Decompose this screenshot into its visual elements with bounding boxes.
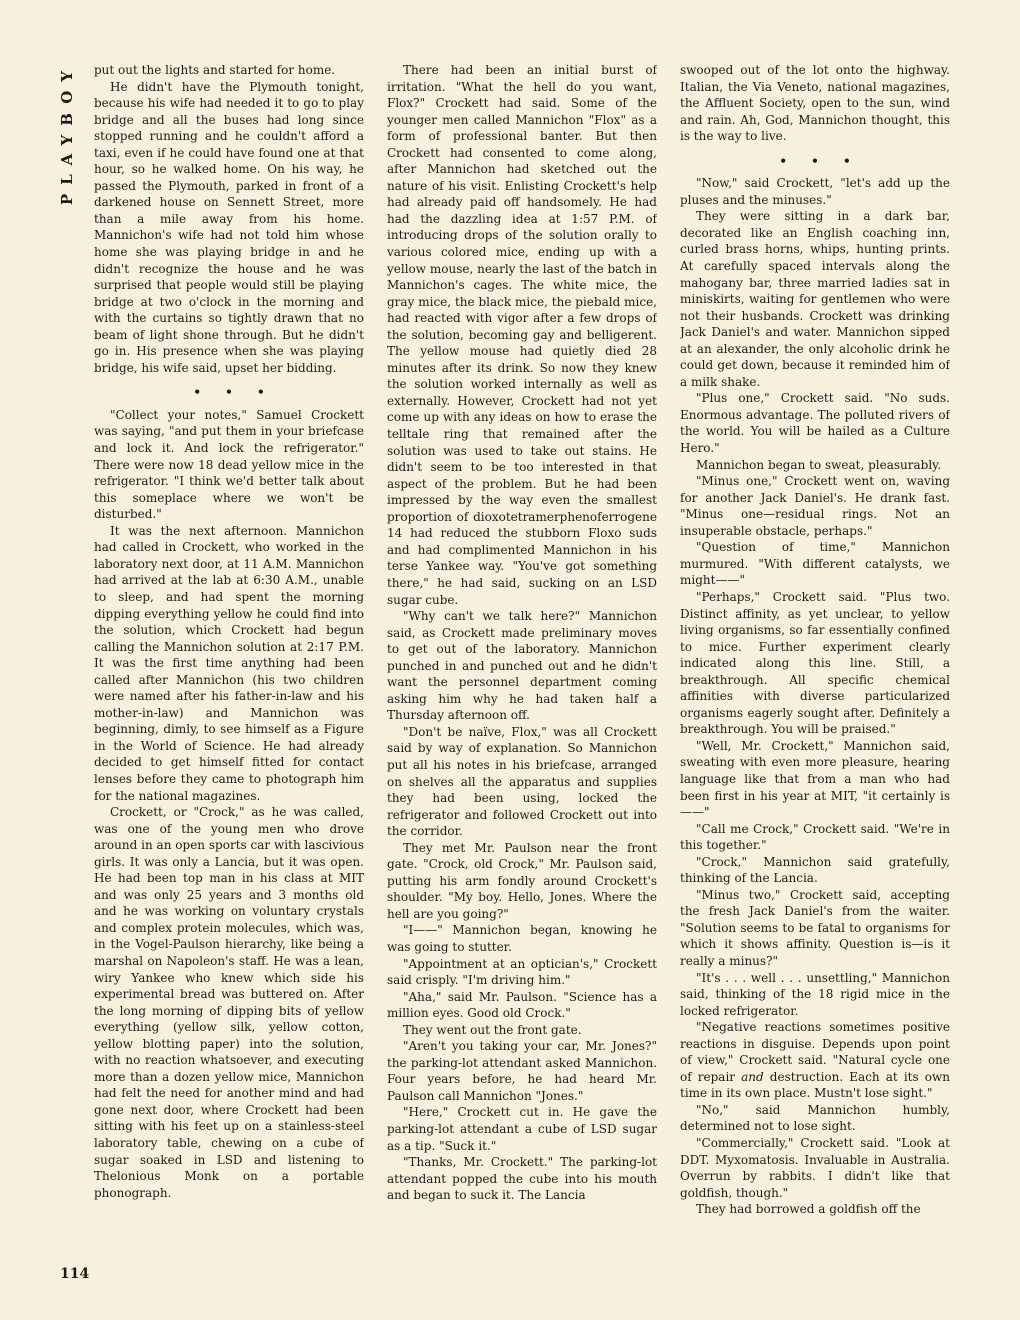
paragraph: "Appointment at an optician's," Crockett said crisply. "I'm driving him."	[387, 956, 657, 988]
paragraph: They were sitting in a dark bar, decorated like an English coaching inn, curled brass horns, whips, hunting prints. At carefully spaced intervals along the mahogany bar, three married ladies sat in miniskirts, waiting for gentlemen who were not their husbands. Crockett was drinking Jack Daniel's and water. Mannichon sipped at an alexander, the only alcoholic drink he could get down, because it reminded him of a milk shake.	[680, 209, 950, 389]
column-3	[680, 62, 950, 1298]
paragraph: "Minus one," Crockett went on, waving for another Jack Daniel's. He drank fast. "Minus one—residual rings. Not an insuperable obstacle, perhaps."	[680, 474, 950, 538]
paragraph: Mannichon began to sweat, pleasurably.	[696, 457, 942, 472]
column-1	[94, 62, 364, 1298]
paragraph: "Aren't you taking your car, Mr. Jones?" the parking-lot attendant asked Mannichon. Four years before, he had heard Mr. Paulson call Mannichon "Jones."	[387, 1039, 657, 1103]
paragraph: They had borrowed a goldfish off the	[696, 1202, 921, 1217]
paragraph: He didn't have the Plymouth tonight, because his wife had needed it to go to play bridge and all the buses had long since stopped running and he couldn't afford a taxi, even if he could have found one at that hour, so he walked home. On his way, he passed the Plymouth, parked in front of a darkened house on Sennett Street, more than a mile away from his home. Mannichon's wife had not told him whose home she was playing bridge in and he didn't recognize the house and he was surprised that people would still be playing bridge at two o'clock in the morning and with the curtains so tightly drawn that no beam of light shone through. But he didn't go in. His presence when she was playing bridge, his wife said, upset her bidding.	[94, 79, 364, 375]
paragraph: "It's . . . well . . . unsettling," Mannichon said, thinking of the 18 rigid mice in the locked refrigerator.	[680, 970, 950, 1018]
paragraph: "Minus two," Crockett said, accepting the fresh Jack Daniel's from the waiter. "Solution seems to be fatal to organisms for which it shows affinity. Question is—is it really a minus?"	[680, 887, 950, 968]
paragraph: "Thanks, Mr. Crockett." The parking-lot attendant popped the cube into his mouth and began to suck it. The Lancia	[387, 1155, 657, 1203]
paragraph: They met Mr. Paulson near the front gate. "Crock, old Crock," Mr. Paulson said, putting his arm fondly around Crockett's shoulder. "My boy. Hello, Jones. Where the hell are you going?"	[387, 840, 657, 921]
paragraph-text: "Negative reactions sometimes positive reactions in disguise. Depends upon point of view," Crockett said. "Natural cycle one of repair	[680, 1020, 950, 1084]
paragraph: "Question of time," Mannichon murmured. "With different catalysts, we might——"	[680, 540, 950, 588]
paragraph-text: destruction. Each at its own time in its own place. Mustn't lose sight."	[680, 1069, 950, 1101]
paragraph: "Plus one," Crockett said. "No suds. Enormous advantage. The polluted rivers of the world. You will be hailed as a Culture Hero."	[680, 391, 950, 456]
page-number: 114	[60, 1266, 90, 1282]
paragraph: "I——" Mannichon began, knowing he was going to stutter.	[387, 923, 657, 954]
paragraph: "Don't be naïve, Flox," was all Crockett said by way of explanation. So Mannichon put all his notes in his briefcase, arranged on shelves all the apparatus and supplies they had been using, locked the refrigerator and followed Crockett out into the corridor.	[387, 724, 657, 839]
paragraph: Crockett, or "Crock," as he was called, was one of the young men who drove around in an open sports car with lascivious girls. It was only a Lancia, but it was open. He had been top man in his class at MIT and was only 25 years and 3 months old and he was working on voluntary crystals and complex protein molecules, which was, in the Vogel-Paulson hierarchy, like being a marshal on Napoleon's staff. He was a lean, wiry Yankee who knew which side his experimental bread was buttered on. After the long morning of dipping bits of yellow everything (yellow silk, yellow cotton, yellow blotting paper) into the solution, with no reaction whatsoever, and executing more than a dozen yellow mice, Mannichon had felt the need for another mind and had gone next door, where Crockett had been sitting with his feet up on a stainless-steel laboratory table, chewing on a cube of sugar soaked in LSD and listening to Thelonious Monk on a portable phonograph.	[94, 805, 364, 1200]
paragraph: There had been an initial burst of irritation. "What the hell do you want, Flox?" Crockett had said. Some of the younger men called Mannichon "Flox" as a form of professional banter. But then Crockett had consented to come along, after Mannichon had sketched out the nature of his visit. Enlisting Crockett's help had already paid off handsomely. He had had the dazzling idea at 1:57 P.M. of introducing drops of the solution orally to various colored mice, ending up with a yellow mouse, nearly the last of the batch in Mannichon's cages. The white mice, the gray mice, the black mice, the piebald mice, had reacted with vigor after a few drops of the solution, becoming gay and belligerent. The yellow mouse had quietly died 28 minutes after its drink. So now they knew the solution worked internally as well as externally. However, Crockett had not yet come up with any ideas on how to erase the telltale ring that remained after the solution was used to take out stains. He didn't seem to be too interested in that aspect of the problem. But he had been impressed by the way even the smallest proportion of dioxotetramerphenoferrogene 14 had reduced the stubborn Floxo suds and had complimented Mannichon in his terse Yankee way. "You've got something there," he had said, sucking on an LSD sugar cube.	[387, 63, 657, 607]
paragraph: "Crock," Mannichon said gratefully, thinking of the Lancia.	[680, 854, 950, 886]
paragraph: They went out the front gate.	[403, 1022, 582, 1037]
paragraph: "Aha," said Mr. Paulson. "Science has a million eyes. Good old Crock."	[387, 989, 657, 1021]
paragraph: "Well, Mr. Crockett," Mannichon said, sweating with even more pleasure, hearing language like that from a man who had been first in his year at MIT, "it certainly is——"	[680, 738, 950, 820]
paragraph: "Why can't we talk here?" Mannichon said, as Crockett made preliminary moves to get out of the laboratory. Mannichon punched in and punched out and he didn't want the personnel department coming asking him why he had taken half a Thursday afternoon off.	[387, 609, 657, 723]
paragraph: It was the next afternoon. Mannichon had called in Crockett, who worked in the laboratory next door, at 11 A.M. Mannichon had arrived at the lab at 6:30 A.M., unable to sleep, and had spent the morning dipping everything yellow he could find into the solution, which Crockett had begun calling the Mannichon solution at 2:17 P.M. It was the first time anything had been called after Mannichon (his two children were named after his father-in-law and his mother-in-law) and Mannichon was beginning, dimly, to see himself as a Figure in the World of Science. He had already decided to get himself fitted for contact lenses before they came to photograph him for the national magazines.	[94, 523, 364, 803]
paragraph: "Call me Crock," Crockett said. "We're in this together."	[680, 821, 950, 853]
column-2	[387, 62, 657, 1298]
section-break: • • •	[193, 385, 275, 400]
paragraph: "Perhaps," Crockett said. "Plus two. Distinct affinity, as yet unclear, to yellow living organisms, so far essentially confined to mice. Further experiment clearly indicated along this line. Still, a breakthrough. All specific chemical affinities with diverse particularized organisms eagerly sought after. Definitely a breakthrough. You will be praised."	[680, 589, 950, 737]
paragraph: swooped out of the lot onto the highway. Italian, the Via Veneto, national magazines, the Affluent Society, open to the sun, wind and rain. Ah, God, Mannichon thought, this is the way to live.	[680, 63, 950, 144]
paragraph: "No," said Mannichon humbly, determined not to lose sight.	[680, 1102, 950, 1134]
paragraph: "Commercially," Crockett said. "Look at DDT. Myxomatosis. Invaluable in Australia. Overrun by rabbits. I didn't like that goldfish, though."	[680, 1136, 950, 1200]
emphasis-text: and	[741, 1069, 764, 1084]
paragraph: "Now," said Crockett, "let's add up the pluses and the minuses."	[680, 176, 950, 207]
section-break: • • •	[779, 153, 861, 168]
paragraph	[680, 1019, 950, 1102]
magazine-name: PLAYBOY	[58, 62, 76, 206]
paragraph: "Here," Crockett cut in. He gave the parking-lot attendant a cube of LSD sugar as a tip. "Suck it."	[387, 1105, 657, 1153]
paragraph: "Collect your notes," Samuel Crockett was saying, "and put them in your briefcase and lock it. And lock the refrigerator." There were now 18 dead yellow mice in the refrigerator. "I think we'd better talk about this someplace where we won't be disturbed."	[94, 407, 364, 522]
paragraph: put out the lights and started for home.	[94, 63, 336, 77]
